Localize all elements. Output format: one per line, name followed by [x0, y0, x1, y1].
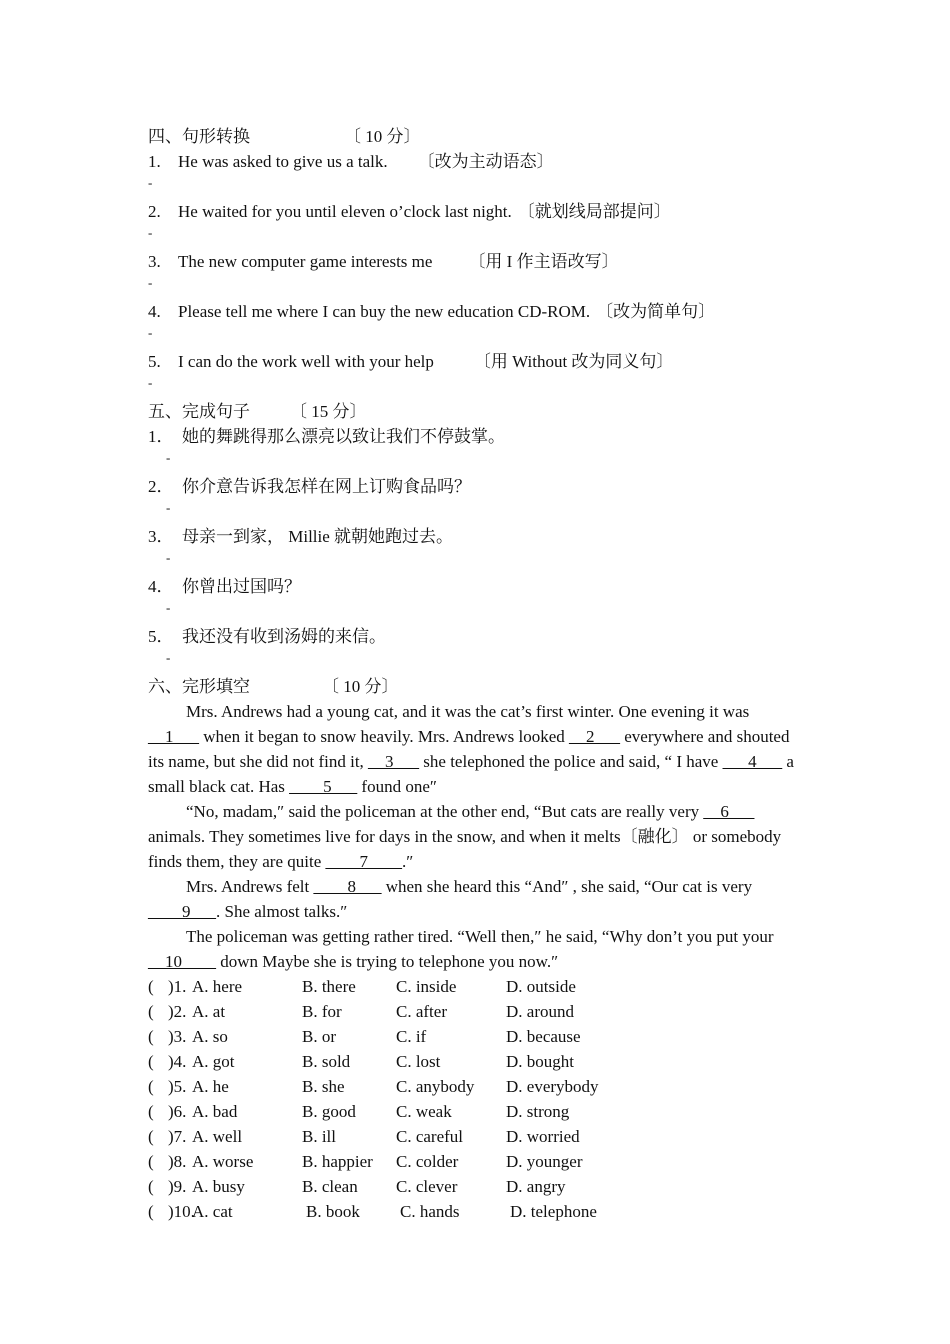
- option-number: )3.: [168, 1027, 187, 1046]
- blank-8[interactable]: ____8___: [313, 877, 382, 896]
- option-a[interactable]: A. well: [192, 1127, 243, 1146]
- option-b[interactable]: B. sold: [302, 1052, 351, 1071]
- option-a[interactable]: A. he: [192, 1077, 229, 1096]
- s4-q-hint: 〔改为简单句〕: [596, 302, 716, 321]
- s4-question: [148, 299, 798, 324]
- section5-title: [148, 399, 798, 424]
- option-d[interactable]: D. telephone: [510, 1202, 597, 1221]
- s5-q-number: 2．: [148, 477, 174, 496]
- s5-question: [148, 474, 798, 499]
- answer-paren[interactable]: (: [148, 1152, 154, 1171]
- s5-question: [148, 524, 798, 549]
- answer-line[interactable]: -: [166, 450, 171, 465]
- answer-line[interactable]: -: [148, 375, 153, 390]
- option-row: [148, 1099, 798, 1124]
- option-a[interactable]: A. at: [192, 1002, 226, 1021]
- passage-paragraph-4: The policeman was getting rather tired. “Well then,″ he said, “Why don’t you put your __10____ down Maybe she is trying to telephone you now.″: [148, 927, 774, 971]
- blank-4[interactable]: ___4___: [722, 752, 783, 771]
- answer-paren[interactable]: (: [148, 1127, 154, 1146]
- option-a[interactable]: A. got: [192, 1052, 235, 1071]
- answer-paren[interactable]: (: [148, 1052, 154, 1071]
- s5-q-text: 我还没有收到汤姆的来信。: [182, 627, 386, 646]
- option-b[interactable]: B. ill: [302, 1127, 337, 1146]
- option-row: [148, 1199, 798, 1224]
- option-row: [148, 1124, 798, 1149]
- s4-q-number: 4.: [148, 302, 161, 321]
- option-d[interactable]: D. because: [506, 1027, 581, 1046]
- s4-q-hint: 〔就划线局部提问〕: [517, 202, 671, 221]
- option-row: [148, 1074, 798, 1099]
- s4-q-number: 2.: [148, 202, 161, 221]
- s4-q-text: The new computer game interests me: [178, 252, 433, 271]
- s5-question: [148, 424, 798, 449]
- s4-question: [148, 199, 798, 224]
- option-d[interactable]: D. bought: [506, 1052, 574, 1071]
- section4-score: 〔 10 分〕: [344, 127, 421, 146]
- answer-line[interactable]: -: [166, 500, 171, 515]
- option-d[interactable]: D. everybody: [506, 1077, 599, 1096]
- passage-paragraph-1: Mrs. Andrews had a young cat, and it was the cat’s first winter. One evening it was __1___ when it began to snow heavily. Mrs. Andrews looked __2___ everywhere and shouted its name, but she did not find it, __3___ she telephoned the police and said, “ I have ___4___ a small black cat. Has ____5___ found one″: [148, 702, 794, 796]
- s4-q-hint: 〔用 I 作主语改写〕: [468, 252, 619, 271]
- option-c[interactable]: C. careful: [396, 1127, 464, 1146]
- s4-q-number: 5.: [148, 352, 161, 371]
- s4-q-text: He waited for you until eleven o’clock last night.: [178, 202, 512, 221]
- option-c[interactable]: C. lost: [396, 1052, 441, 1071]
- answer-paren[interactable]: (: [148, 1177, 154, 1196]
- option-number: )7.: [168, 1127, 187, 1146]
- option-c[interactable]: C. inside: [396, 977, 457, 996]
- s5-q-number: 3．: [148, 527, 174, 546]
- option-row: [148, 1174, 798, 1199]
- option-number: )5.: [168, 1077, 187, 1096]
- s5-question: [148, 624, 798, 649]
- s4-q-number: 3.: [148, 252, 161, 271]
- answer-paren[interactable]: (: [148, 1202, 154, 1221]
- section5-score: 〔 15 分〕: [290, 402, 367, 421]
- option-d[interactable]: D. worried: [506, 1127, 580, 1146]
- s5-q-text: 母亲一到家， Millie 就朝她跑过去。: [182, 527, 454, 546]
- option-b[interactable]: B. there: [302, 977, 356, 996]
- section6-title: [148, 674, 798, 699]
- option-number: )10.: [168, 1202, 195, 1221]
- option-d[interactable]: D. outside: [506, 977, 576, 996]
- option-number: )8.: [168, 1152, 187, 1171]
- options-list: [148, 974, 798, 1224]
- option-row: [148, 1024, 798, 1049]
- option-b[interactable]: B. she: [302, 1077, 345, 1096]
- option-d[interactable]: D. strong: [506, 1102, 570, 1121]
- s4-q-hint: 〔用 Without 改为同义句〕: [473, 352, 674, 371]
- blank-7[interactable]: ____7____: [325, 852, 403, 871]
- option-b[interactable]: B. clean: [302, 1177, 358, 1196]
- section6-score: 〔 10 分〕: [322, 677, 399, 696]
- option-d[interactable]: D. around: [506, 1002, 574, 1021]
- option-b[interactable]: B. for: [302, 1002, 342, 1021]
- option-number: )1.: [168, 977, 187, 996]
- option-a[interactable]: A. busy: [192, 1177, 245, 1196]
- answer-line[interactable]: -: [166, 650, 171, 665]
- answer-paren[interactable]: (: [148, 1102, 154, 1121]
- blank-5[interactable]: ____5___: [289, 777, 358, 796]
- option-c[interactable]: C. after: [396, 1002, 447, 1021]
- section6-heading: 六、完形填空: [148, 677, 250, 696]
- s4-q-number: 1.: [148, 152, 161, 171]
- option-c[interactable]: C. colder: [396, 1152, 459, 1171]
- s5-question: [148, 574, 798, 599]
- s5-q-number: 4．: [148, 577, 174, 596]
- option-a[interactable]: A. here: [192, 977, 243, 996]
- s5-q-text: 你曾出过国吗？: [182, 577, 301, 596]
- option-row: [148, 999, 798, 1024]
- option-a[interactable]: A. so: [192, 1027, 228, 1046]
- option-a[interactable]: A. worse: [192, 1152, 254, 1171]
- s4-q-text: He was asked to give us a talk.: [178, 152, 388, 171]
- answer-line[interactable]: -: [148, 225, 153, 240]
- blank-2[interactable]: __2___: [569, 727, 621, 746]
- option-number: )2.: [168, 1002, 187, 1021]
- s4-question: [148, 149, 798, 174]
- answer-paren[interactable]: (: [148, 1002, 154, 1021]
- worksheet-page: [148, 124, 798, 1224]
- blank-10[interactable]: __10____: [148, 952, 216, 971]
- option-d[interactable]: D. angry: [506, 1177, 566, 1196]
- option-c[interactable]: C. clever: [396, 1177, 458, 1196]
- s4-q-text: Please tell me where I can buy the new education CD-ROM.: [178, 302, 591, 321]
- option-number: )6.: [168, 1102, 187, 1121]
- option-row: [148, 1149, 798, 1174]
- s5-q-text: 你介意告诉我怎样在网上订购食品吗？: [182, 477, 471, 496]
- option-row: [148, 974, 798, 999]
- section4-title: [148, 124, 798, 149]
- blank-3[interactable]: __3___: [368, 752, 420, 771]
- option-a[interactable]: A. cat: [192, 1202, 233, 1221]
- option-b[interactable]: B. happier: [302, 1152, 373, 1171]
- answer-paren[interactable]: (: [148, 977, 154, 996]
- s4-q-hint: 〔改为主动语态〕: [417, 152, 554, 171]
- option-c[interactable]: C. if: [396, 1027, 427, 1046]
- s4-question: [148, 349, 798, 374]
- s4-question: [148, 249, 798, 274]
- section5-heading: 五、完成句子: [148, 402, 250, 421]
- answer-paren[interactable]: (: [148, 1027, 154, 1046]
- passage-paragraph-2: “No, madam,″ said the policeman at the other end, “But cats are really very __6___ animals. They sometimes live for days in the snow, and when it melts〔融化〕 or somebody finds them, they are quite ____7____.″: [148, 802, 782, 871]
- s5-q-number: 5．: [148, 627, 174, 646]
- option-a[interactable]: A. bad: [192, 1102, 238, 1121]
- option-b[interactable]: B. book: [306, 1202, 360, 1221]
- blank-9[interactable]: ____9___: [148, 902, 216, 921]
- option-d[interactable]: D. younger: [506, 1152, 583, 1171]
- option-c[interactable]: C. hands: [400, 1202, 460, 1221]
- blank-6[interactable]: __6___: [703, 802, 755, 821]
- answer-line[interactable]: -: [166, 550, 171, 565]
- answer-paren[interactable]: (: [148, 1077, 154, 1096]
- option-b[interactable]: B. or: [302, 1027, 336, 1046]
- s5-q-text: 她的舞跳得那么漂亮以致让我们不停鼓掌。: [182, 427, 505, 446]
- answer-line[interactable]: -: [148, 325, 153, 340]
- option-c[interactable]: C. anybody: [396, 1077, 475, 1096]
- option-b[interactable]: B. good: [302, 1102, 356, 1121]
- section4-heading: 四、句形转换: [148, 127, 250, 146]
- answer-line[interactable]: -: [148, 275, 153, 290]
- passage-paragraph-3: Mrs. Andrews felt ____8___ when she heard this “And″ , she said, “Our cat is very ____9___. She almost talks.″: [148, 877, 753, 921]
- option-number: )4.: [168, 1052, 187, 1071]
- option-c[interactable]: C. weak: [396, 1102, 452, 1121]
- answer-line[interactable]: -: [148, 175, 153, 190]
- option-number: )9.: [168, 1177, 187, 1196]
- answer-line[interactable]: -: [166, 600, 171, 615]
- blank-1[interactable]: __1___: [148, 727, 199, 746]
- s5-q-number: 1．: [148, 427, 174, 446]
- option-row: [148, 1049, 798, 1074]
- s4-q-text: I can do the work well with your help: [178, 352, 434, 371]
